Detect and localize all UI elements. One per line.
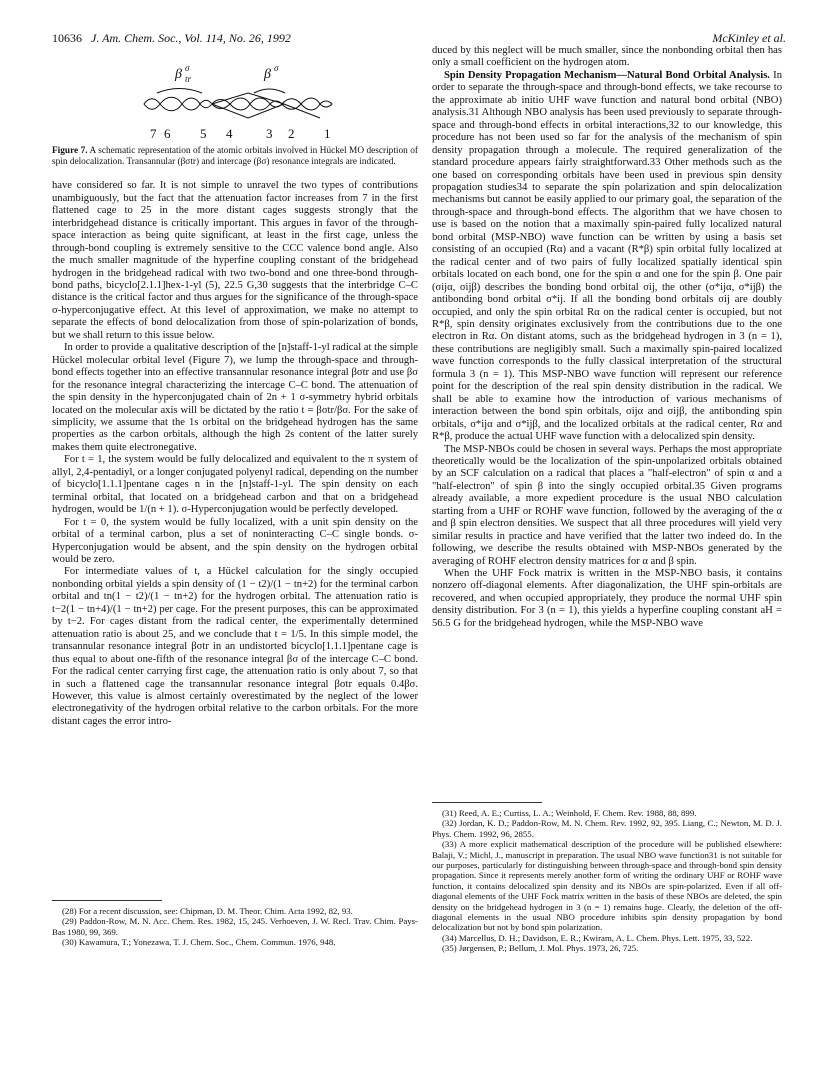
figure-7-diagram	[52, 60, 418, 142]
footnotes-right	[432, 802, 782, 954]
beta-label: β	[264, 67, 271, 82]
page-number: 10636	[52, 31, 82, 45]
right-paragraph-2: The MSP-NBOs could be chosen in several ways. Perhaps the most appropriate theoretically would be the localization of the spin-unpolarized orbitals obtained by an SCF calculation on a radical that places a "half-electron" of spin α and a "half-electron" of spin β into the singly occupied orbital.35 Given programs already available, a more expedient procedure is the usual NBO calculation starting from a UHF or ROHF wave function, followed by the averaging of the α and β spin electron densities. We suspect that all three procedures will yield very similar results in practice and have verified that the latter two indeed do. In the following, we describe the results obtained with MSP-NBOs generated by the averaging of ROHF electron density matrices for α and β spin.	[432, 443, 782, 567]
footnote-28: (28) For a recent discussion, see: Chipman, D. M. Theor. Chim. Acta 1992, 82, 93.	[62, 906, 353, 916]
left-paragraph-1: have considered so far. It is not simple to unravel the two types of contributions unambiguously, but the fact that the attenuation factor increases from 7 in the first flattened cage to 25 in the more distant cages suggests strongly that the interbridgehead distance is critically important. This argues in favor of the through-space interaction as being quite significant, at least in the first cage, unless the through-bond coupling is extremely sensitive to the CCC valence bond angle. Also the much smaller magnitude of the hyperfine coupling constant of the bridgehead hydrogen in the bridgehead radical with two two-bond and one three-bond through-bond paths, bicyclo[2.1.1]hex-1-yl (5), 22.5 G,30 suggests that the interbridge C–C distance is the critical factor and thus argues for the significance of the through-space σ-hyperconjugative effect. At this level of approximation, we make no attempt to separate the effects of bond delocalization from those of spin-polarization of bonds, but we shall return to this issue below.	[52, 180, 418, 341]
footnote-31: (31) Reed, A. E.; Curtiss, L. A.; Weinhold, F. Chem. Rev. 1988, 88, 899.	[442, 808, 697, 818]
journal-citation: J. Am. Chem. Soc., Vol. 114, No. 26, 1992	[91, 31, 291, 45]
footnote-rule	[432, 802, 542, 803]
beta-tr-sub: tr	[185, 74, 192, 84]
footnote-30: (30) Kawamura, T.; Yonezawa, T. J. Chem. Soc., Chem. Commun. 1976, 948.	[62, 937, 336, 948]
right-column	[432, 45, 782, 630]
atom-number-3: 3	[266, 126, 273, 141]
atom-number-5: 5	[200, 126, 207, 141]
orbital-lobes	[144, 97, 332, 111]
right-paragraph-intro: duced by this neglect will be much smaller, since the nonbonding orbital then has only a small coefficient on the hydrogen atom.	[432, 45, 782, 69]
atom-number-4: 4	[226, 126, 233, 141]
left-paragraph-4: For t = 0, the system would be fully localized, with a unit spin density on the orbital of a terminal carbon, plus a set of noninteracting C–C single bonds. σ-Hyperconjugation would be absent, and the spin density on the hydrogen orbital would be zero.	[52, 516, 418, 565]
beta-arc	[254, 89, 285, 93]
footnote-33: (33) A more explicit mathematical description of the procedure will be published elsewhere: Balaji, V.; Michl, J., manuscript in preparation. The usual NBO wave function31 is not suitable for our purposes, particularly for distinguishing between through-space and through-bond spin density propagation. Since it represents merely another form of writing the ordinary UHF or ROHF wave function, it contains delocalized spin density and its NBOs are spin-polarized. Even if all off-diagonal elements of the UHF Fock matrix written in the basis of these NBOs are deleted, the spin density on the bridgehead hydrogen in 3 (n = 1) remains huge. Clearly, the deletion of the off-diagonal elements in the usual NBO procedure inhibits spin density propagation by bond delocalization but not by bond spin polarization.	[432, 839, 782, 933]
left-paragraph-5: For intermediate values of t, a Hückel calculation for the singly occupied nonbonding orbital yields a spin density of (1 − t2)/(1 − tn+2) for the terminal carbon orbital and tn(1 − t2)/(1 − tn+2) for the hydrogen orbital. The attenuation ratio is t−2(1 − tn+4)/(1 − tn+2) per cage. For the present purposes, this can be approximated by t−2. For cages distant from the radical center, the experimentally determined attenuation ratio is about 25, and we conclude that t = 1/5. In this simple model, the transannular resonance integral βσtr in an undistorted bicyclo[1.1.1]pentane cage is thus equal to about one-fifth of the resonance integral βσ of the intercage C–C bond. For the radical center carrying first cage, the attenuation ratio is only about 7, so that in such a flattened cage the transannular resonance integral βσtr equals 0.4βσ. However, this value is almost certainly overestimated by the neglect of the lower electronegativity of the hydrogen orbital relative to the carbon orbitals. For the more distant cages the error intro-	[52, 566, 418, 727]
beta-tr-label: β	[175, 67, 182, 82]
atom-numbers	[150, 126, 331, 141]
figure-caption	[52, 146, 418, 168]
atom-number-7: 7	[150, 126, 157, 141]
footnote-35: (35) Jørgensen, P.; Bellum, J. Mol. Phys. 1973, 26, 725.	[442, 943, 639, 954]
footnote-32: (32) Jordan, K. D.; Paddon-Row, M. N. Chem. Rev. 1992, 92, 395. Liang, C.; Newton, M. D. J. Phys. Chem. 1992, 96, 2855.	[432, 818, 782, 839]
atom-number-2: 2	[288, 126, 295, 141]
beta-sup: σ	[274, 63, 279, 73]
header-authors: McKinley et al.	[712, 31, 786, 45]
left-paragraph-2: In order to provide a qualitative description of the [n]staff-1-yl radical at the simple Hückel molecular orbital level (Figure 7), we lump the through-space and through-bond effects together into an effective transannular resonance integral βσtr and use βσ for the resonance integral characterizing the intercage C–C bond. The attenuation of the spin density in the hyperconjugated chain of 2n + 1 σ-symmetry hybrid orbitals located on the molecular axis will be dictated by the ratio t = βσtr/βσ. For the sake of simplicity, we assume that the 1s orbital on the bridgehead hydrogen has the same properties as the carbon orbitals, although the high 2s content of the latter surely makes them quite electronegative.	[52, 342, 418, 453]
orbital-chain-diagram	[52, 60, 418, 142]
figure-caption-text: A schematic representation of the atomic orbitals involved in Hückel MO description of spin delocalization. Transannular (βσtr) and intercage (βσ) resonance integrals are indicated.	[52, 146, 418, 168]
footnote-29: (29) Paddon-Row, M. N. Acc. Chem. Res. 1982, 15, 245. Verhoeven, J. W. Recl. Trav. Chim. Pays-Bas 1980, 99, 369.	[52, 916, 418, 937]
atom-number-6: 6	[164, 126, 171, 141]
running-header	[52, 31, 786, 46]
right-paragraph-1-text: In order to separate the through-space and through-bond effects, we take recourse to the approximate ab initio UHF wave function and natural bond orbital (NBO) analysis.31 Although NBO analysis has been used previously to separate through-space and through-bond effects in orbital interactions,32 to our knowledge, this procedure has not been used so far for the analysis of the mechanism of spin density propagation through a molecule. The required generalization of the standard procedure appears fairly straightforward.33 Other methods such as the one based on corresponding orbitals have been used in previous spin density propagation studies34 to separate the spin polarization and spin delocalization mechanisms but cannot be easily applied to our primary goal, the separation of the through-space and through-bond effects. The algorithm that we have chosen to use is based on the notion that a maximally spin-paired fully localized natural bond orbital (MSP-NBO) wave function can be written by using a basis set consisting of an occupied (Rα) and a vacant (R*β) spin orbital fully localized at the radical center and of two pairs of fully localized spatially identical spin orbitals located on each bond, one for the spin α and one for the spin β. One pair (σijα, σijβ) describes the bonding bond orbital σij, the other (σ*ijα, σ*ijβ) the antibonding bond orbital σ*ij. If all the bonding bond orbitals σij are doubly occupied, and only the spin orbital Rα on the radical center is occupied, but not R*β, spin density originates exclusively from the contributions due to the one electron in Rα. On distant atoms, such as the bridgehead hydrogen in 3 (n = 1), these contributions are negligibly small. Such a maximally spin-paired localized wave function corresponds to the fully classical interpretation of the structural formula 3 (n = 1). This MSP-NBO wave function will represent our reference point for the description of the real spin density distribution in the radical. We shall be able to examine how the introduction of various mechanisms of interaction between the bond spin orbitals, σijα and σijβ, the antibonding spin orbitals, σ*ijα and σ*ijβ, and the localized orbitals at the radical center, Rα and R*β, produce the actual UHF wave function with a delocalized spin density.	[432, 69, 782, 443]
section-heading: Spin Density Propagation Mechanism—Natural Bond Orbital Analysis.	[444, 69, 770, 81]
figure-caption-label: Figure 7.	[52, 146, 88, 156]
footnotes-left	[52, 900, 418, 948]
right-paragraph-1	[432, 70, 782, 444]
atom-number-1: 1	[324, 126, 331, 141]
footnote-34: (34) Marcellus, D. H.; Davidson, E. R.; Kwiram, A. L. Chem. Phys. Lett. 1975, 33, 522.	[442, 932, 753, 943]
right-paragraph-3: When the UHF Fock matrix is written in the MSP-NBO basis, it contains nonzero off-diagonal elements. After diagonalization, the UHF spin-orbitals are recovered, and when occupied appropriately, they produce the normal UHF spin density distribution. For 3 (n = 1), this yields a hyperfine coupling constant aH = 56.5 G for the bridgehead hydrogen, while the MSP-NBO wave	[432, 568, 782, 629]
left-paragraph-3: For t = 1, the system would be fully delocalized and equivalent to the π system of allyl, 2,4-pentadiyl, or a longer conjugated polyenyl radical, depending on the number of bicyclo[1.1.1]pentane cages n in the [n]staff-1-yl. The spin density on each terminal orbital, that located on a bridgehead carbon and that on a bridgehead hydrogen, would be 1/(n + 1). σ-Hyperconjugation would be perfectly developed.	[52, 454, 418, 516]
left-column	[52, 60, 418, 728]
beta-tr-arc	[157, 89, 202, 94]
beta-tr-sup: σ	[185, 63, 190, 73]
footnote-rule	[52, 900, 162, 901]
header-left	[52, 31, 291, 46]
